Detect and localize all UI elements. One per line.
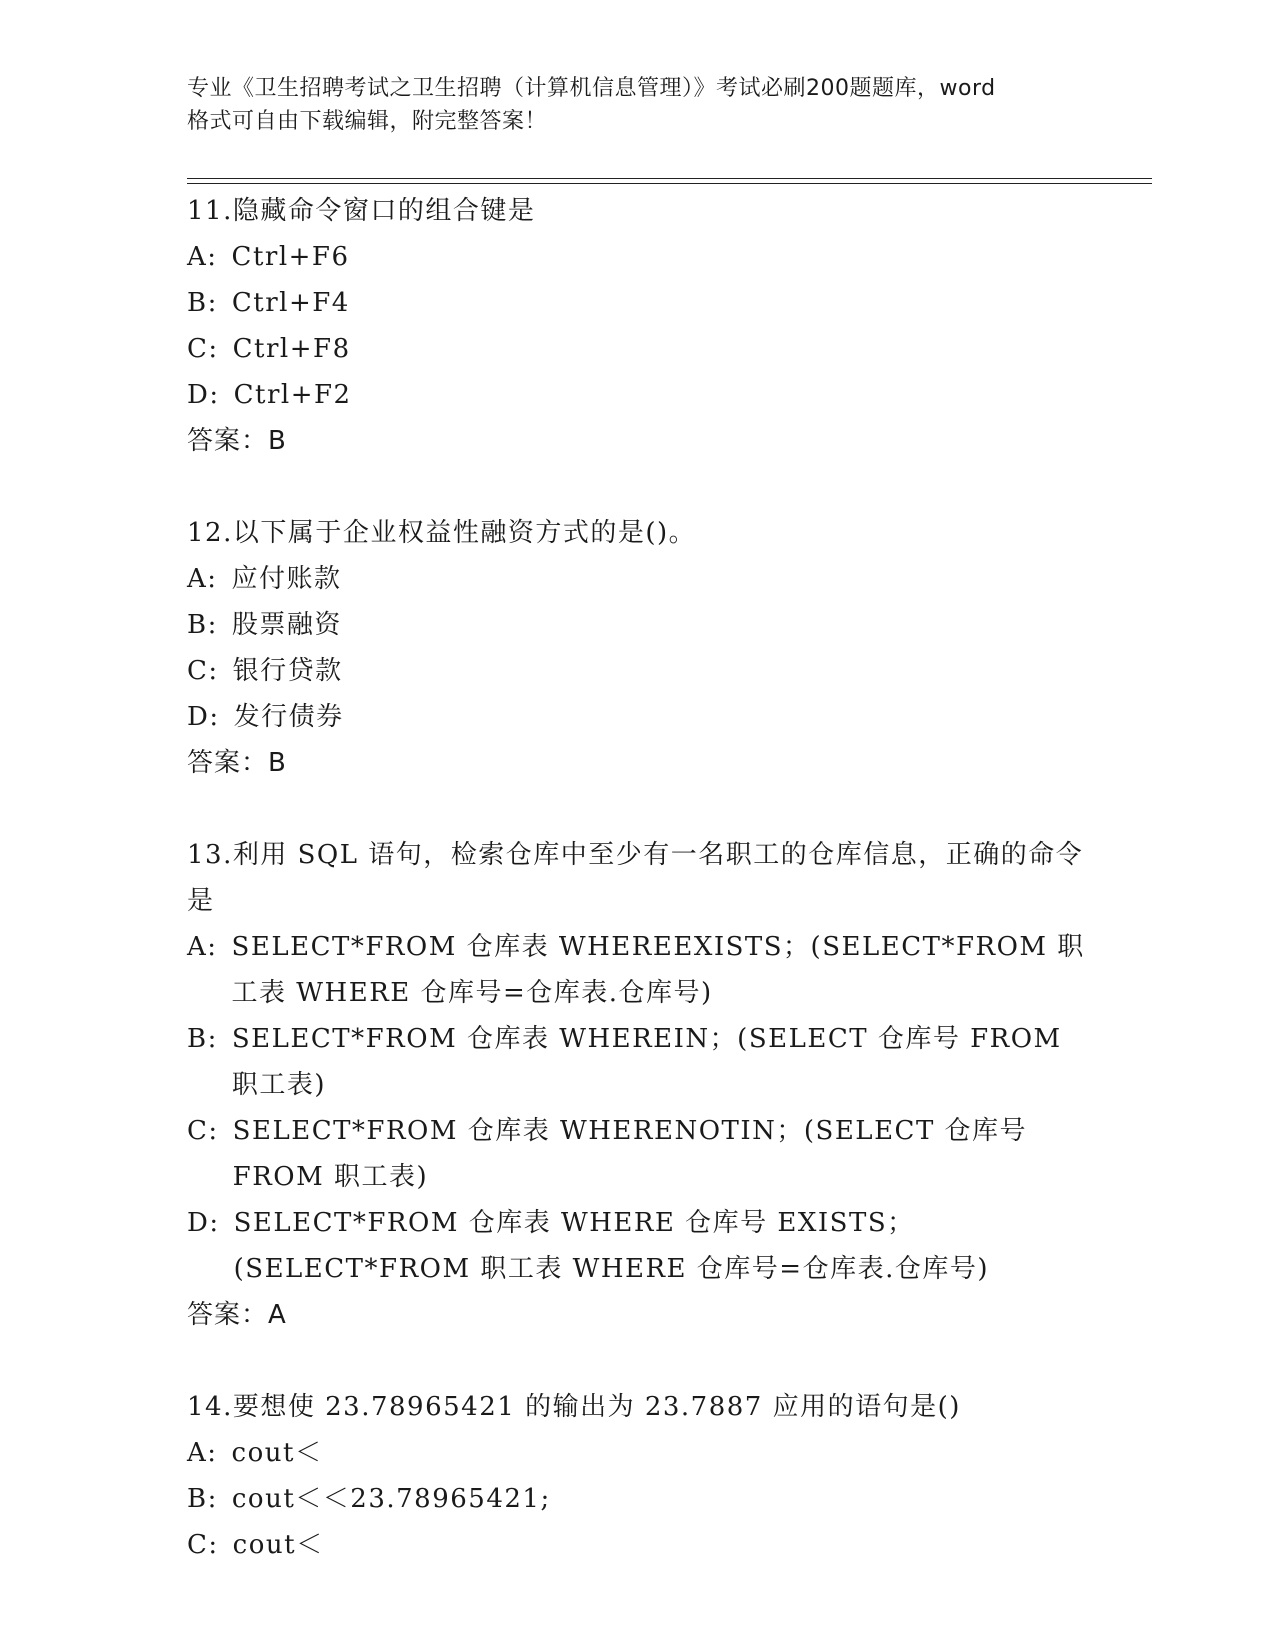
option-text: Ctrl+F2 [233, 380, 352, 410]
option-text: 应付账款 [231, 564, 342, 594]
option-text: 发行债券 [233, 702, 344, 732]
question-stem: 13.利用 SQL 语句，检索仓库中至少有一名职工的仓库信息，正确的命令是 [187, 840, 1084, 916]
option-letter: C: [187, 1530, 219, 1560]
option-letter: A: [187, 242, 218, 272]
option-text: cout＜ [232, 1530, 324, 1560]
option-c [187, 1108, 1087, 1200]
option-text: Ctrl+F8 [232, 334, 351, 364]
header-divider-bottom [187, 183, 1152, 184]
header-line-1: 专业《卫生招聘考试之卫生招聘（计算机信息管理）》考试必刷200题题库，word [187, 76, 996, 101]
option-letter: C: [187, 656, 219, 686]
question-stem: 14.要想使 23.78965421 的输出为 23.7887 应用的语句是() [187, 1392, 961, 1422]
option-d [187, 694, 1087, 740]
option-text: cout＜＜23.78965421; [231, 1484, 551, 1514]
option-a [187, 1430, 1087, 1476]
question-list [187, 188, 1087, 1614]
question-13 [187, 832, 1087, 1338]
option-d [187, 1200, 1087, 1292]
option-letter: B: [187, 610, 218, 640]
option-letter: C: [187, 1116, 219, 1146]
option-a [187, 556, 1087, 602]
option-text: SELECT*FROM 仓库表 WHEREEXISTS；(SELECT*FROM 职工表 WHERE 仓库号=仓库表.仓库号) [231, 932, 1085, 1008]
option-letter: A: [187, 564, 218, 594]
option-d [187, 372, 1087, 418]
option-text: SELECT*FROM 仓库表 WHERE 仓库号 EXISTS；(SELECT*FROM 职工表 WHERE 仓库号=仓库表.仓库号) [233, 1208, 989, 1284]
question-stem: 11.隐藏命令窗口的组合键是 [187, 196, 536, 226]
option-text: 银行贷款 [232, 656, 343, 686]
question-11 [187, 188, 1087, 464]
option-letter: D: [187, 702, 220, 732]
option-letter: B: [187, 288, 218, 318]
option-c [187, 648, 1087, 694]
option-c [187, 326, 1087, 372]
option-letter: D: [187, 380, 220, 410]
option-b [187, 280, 1087, 326]
option-text: SELECT*FROM 仓库表 WHEREIN；(SELECT 仓库号 FROM 职工表) [231, 1024, 1062, 1100]
option-b [187, 1476, 1087, 1522]
answer-line: 答案：B [187, 426, 287, 456]
option-letter: B: [187, 1484, 218, 1514]
option-letter: A: [187, 932, 218, 962]
header-divider-top [187, 178, 1152, 179]
header-line-2: 格式可自由下载编辑，附完整答案！ [187, 109, 548, 134]
option-text: cout＜ [231, 1438, 323, 1468]
option-text: Ctrl+F4 [231, 288, 350, 318]
option-letter: A: [187, 1438, 218, 1468]
option-text: SELECT*FROM 仓库表 WHERENOTIN；(SELECT 仓库号 FROM 职工表) [232, 1116, 1028, 1192]
option-text: 股票融资 [231, 610, 342, 640]
document-header [187, 72, 1087, 138]
question-14 [187, 1384, 1087, 1568]
option-a [187, 924, 1087, 1016]
option-c [187, 1522, 1087, 1568]
option-b [187, 1016, 1087, 1108]
option-letter: C: [187, 334, 219, 364]
option-a [187, 234, 1087, 280]
question-stem: 12.以下属于企业权益性融资方式的是()。 [187, 518, 697, 548]
answer-line: 答案：A [187, 1300, 287, 1330]
option-letter: B: [187, 1024, 218, 1054]
option-b [187, 602, 1087, 648]
question-12 [187, 510, 1087, 786]
option-text: Ctrl+F6 [231, 242, 350, 272]
answer-line: 答案：B [187, 748, 287, 778]
option-letter: D: [187, 1208, 220, 1238]
